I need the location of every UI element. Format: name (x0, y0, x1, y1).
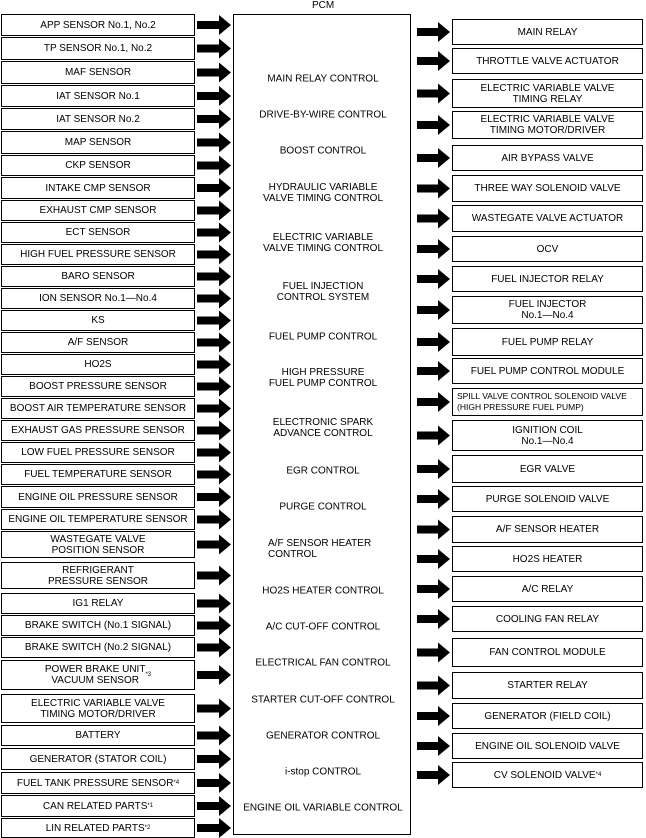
output-box: SPILL VALVE CONTROL SOLENOID VALVE (HIGH PRESSURE FUEL PUMP) (452, 388, 643, 416)
pcm-function-label: ELECTRONIC SPARK ADVANCE CONTROL (272, 417, 374, 439)
output-arrow (417, 148, 450, 168)
pcm-function-label: EGR CONTROL (286, 465, 360, 477)
output-arrow (417, 239, 450, 259)
pcm-function-label: ELECTRICAL FAN CONTROL (255, 657, 391, 669)
output-box: IGNITION COIL No.1—No.4 (452, 420, 643, 451)
output-arrow (417, 520, 450, 540)
input-box: POWER BRAKE UNIT VACUUM SENSOR *3 (1, 660, 195, 690)
output-box: STARTER RELAY (452, 672, 643, 699)
input-arrow (197, 796, 231, 816)
input-arrow (197, 377, 231, 397)
output-arrow (417, 765, 450, 785)
pcm-function-label: HYDRAULIC VARIABLE VALVE TIMING CONTROL (262, 182, 384, 204)
input-arrow (197, 15, 231, 35)
input-box: HIGH FUEL PRESSURE SENSOR (1, 244, 195, 265)
input-arrow (197, 399, 231, 419)
output-arrow (417, 459, 450, 479)
input-arrow (197, 699, 231, 719)
input-arrow (197, 156, 231, 176)
input-arrow (197, 487, 231, 507)
output-box: FUEL PUMP CONTROL MODULE (452, 358, 643, 384)
output-box: MAIN RELAY (452, 19, 643, 45)
output-arrow (417, 209, 450, 229)
input-box: BRAKE SWITCH (No.2 SIGNAL) (1, 637, 195, 658)
pcm-function-label: MAIN RELAY CONTROL (267, 73, 379, 85)
input-box: BOOST PRESSURE SENSOR (1, 376, 195, 397)
output-box: GENERATOR (FIELD COIL) (452, 703, 643, 729)
output-box: AIR BYPASS VALVE (452, 145, 643, 171)
output-box: HO2S HEATER (452, 546, 643, 572)
pcm-function-label: BOOST CONTROL (279, 145, 367, 157)
pcm-function-label: HO2S HEATER CONTROL (262, 585, 384, 597)
input-arrow (197, 638, 231, 658)
pcm-function-label: HIGH PRESSURE FUEL PUMP CONTROL (268, 367, 378, 389)
output-arrow (417, 179, 450, 199)
output-arrow (417, 332, 450, 352)
output-arrow (417, 489, 450, 509)
input-box: EXHAUST CMP SENSOR (1, 200, 195, 221)
output-box: ELECTRIC VARIABLE VALVE TIMING MOTOR/DRIVER (452, 111, 643, 139)
input-box: CAN RELATED PARTS *1 (1, 795, 195, 817)
output-arrow (417, 579, 450, 599)
input-box: KS (1, 310, 195, 331)
input-arrow (197, 311, 231, 331)
output-box: ELECTRIC VARIABLE VALVE TIMING RELAY (452, 79, 643, 108)
input-arrow (197, 421, 231, 441)
output-box: FUEL INJECTOR No.1—No.4 (452, 296, 643, 324)
output-box: FUEL INJECTOR RELAY (452, 266, 643, 292)
input-arrow (197, 63, 231, 83)
output-arrow (417, 676, 450, 696)
input-box: WASTEGATE VALVE POSITION SENSOR (1, 531, 195, 558)
input-box: LOW FUEL PRESSURE SENSOR (1, 442, 195, 463)
input-box: GENERATOR (STATOR COIL) (1, 748, 195, 770)
output-arrow (417, 549, 450, 569)
input-box: ELECTRIC VARIABLE VALVE TIMING MOTOR/DRIVER (1, 694, 195, 723)
pcm-function-label: i-stop CONTROL (284, 766, 362, 778)
pcm-function-label: A/F SENSOR HEATER CONTROL (268, 538, 372, 560)
pcm-function-label: PURGE CONTROL (279, 501, 367, 513)
pcm-function-label: STARTER CUT-OFF CONTROL (251, 694, 395, 706)
pcm-function-label: A/C CUT-OFF CONTROL (265, 621, 381, 633)
output-box: A/C RELAY (452, 576, 643, 602)
pcm-function-label: FUEL INJECTION CONTROL SYSTEM (276, 281, 370, 303)
output-arrow (417, 609, 450, 629)
input-arrow (197, 465, 231, 485)
output-box: FUEL PUMP RELAY (452, 328, 643, 356)
input-box: MAP SENSOR (1, 131, 195, 154)
output-box: A/F SENSOR HEATER (452, 516, 643, 543)
output-box: WASTEGATE VALVE ACTUATOR (452, 205, 643, 232)
input-arrow (197, 726, 231, 746)
input-arrow (197, 566, 231, 586)
pcm-function-label: ENGINE OIL VARIABLE CONTROL (243, 802, 403, 814)
pcm-function-label: DRIVE-BY-WIRE CONTROL (259, 109, 387, 121)
input-arrow (197, 773, 231, 793)
pcm-function-label: FUEL PUMP CONTROL (268, 331, 378, 343)
input-arrow (197, 178, 231, 198)
output-box: COOLING FAN RELAY (452, 606, 643, 632)
input-arrow (197, 133, 231, 153)
input-arrow (197, 594, 231, 614)
input-arrow (197, 201, 231, 221)
output-box: CV SOLENOID VALVE *4 (452, 762, 643, 788)
input-box: BATTERY (1, 725, 195, 746)
input-box: BRAKE SWITCH (No.1 SIGNAL) (1, 615, 195, 636)
input-arrow (197, 749, 231, 769)
input-arrow (197, 616, 231, 636)
input-box: BOOST AIR TEMPERATURE SENSOR (1, 398, 195, 419)
output-arrow (417, 84, 450, 104)
output-box: EGR VALVE (452, 455, 643, 483)
input-box: HO2S (1, 354, 195, 375)
input-arrow (197, 333, 231, 353)
output-arrow (417, 300, 450, 320)
pcm-function-label: ELECTRIC VARIABLE VALVE TIMING CONTROL (262, 232, 384, 254)
input-box: CKP SENSOR (1, 155, 195, 176)
input-box: ENGINE OIL PRESSURE SENSOR (1, 486, 195, 508)
input-box: REFRIGERANT PRESSURE SENSOR (1, 562, 195, 589)
input-arrow (197, 818, 231, 838)
input-arrow (197, 86, 231, 106)
output-box: FAN CONTROL MODULE (452, 638, 643, 667)
input-box: TP SENSOR No.1, No.2 (1, 37, 195, 60)
input-box: MAF SENSOR (1, 61, 195, 84)
output-arrow (417, 361, 450, 381)
output-box: THREE WAY SOLENOID VALVE (452, 175, 643, 202)
output-arrow (417, 426, 450, 446)
input-arrow (197, 535, 231, 555)
input-arrow (197, 355, 231, 375)
input-box: FUEL TANK PRESSURE SENSOR *4 (1, 772, 195, 794)
output-arrow (417, 115, 450, 135)
input-box: LIN RELATED PARTS *2 (1, 818, 195, 838)
input-box: ENGINE OIL TEMPERATURE SENSOR (1, 509, 195, 530)
output-arrow (417, 736, 450, 756)
output-arrow (417, 51, 450, 71)
output-box: THROTTLE VALVE ACTUATOR (452, 48, 643, 74)
output-arrow (417, 706, 450, 726)
input-arrow (197, 245, 231, 265)
output-box: ENGINE OIL SOLENOID VALVE (452, 733, 643, 759)
input-arrow (197, 289, 231, 309)
input-box: FUEL TEMPERATURE SENSOR (1, 464, 195, 485)
output-arrow (417, 643, 450, 663)
input-box: IAT SENSOR No.2 (1, 108, 195, 130)
output-arrow (417, 22, 450, 42)
input-arrow (197, 109, 231, 129)
input-box: EXHAUST GAS PRESSURE SENSOR (1, 420, 195, 441)
input-arrow (197, 510, 231, 530)
input-arrow (197, 665, 231, 685)
input-box: APP SENSOR No.1, No.2 (1, 14, 195, 36)
input-box: ION SENSOR No.1—No.4 (1, 288, 195, 309)
input-box: A/F SENSOR (1, 332, 195, 353)
input-box: IAT SENSOR No.1 (1, 85, 195, 107)
input-box: ECT SENSOR (1, 222, 195, 243)
output-box: OCV (452, 236, 643, 262)
input-box: IG1 RELAY (1, 593, 195, 614)
pcm-function-label: GENERATOR CONTROL (265, 730, 381, 742)
pcm-title: PCM (312, 0, 335, 11)
output-arrow (417, 392, 450, 412)
input-arrow (197, 39, 231, 59)
input-box: BARO SENSOR (1, 266, 195, 287)
output-arrow (417, 269, 450, 289)
input-arrow (197, 223, 231, 243)
input-arrow (197, 267, 231, 287)
output-box: PURGE SOLENOID VALVE (452, 486, 643, 512)
input-arrow (197, 443, 231, 463)
input-box: INTAKE CMP SENSOR (1, 177, 195, 199)
